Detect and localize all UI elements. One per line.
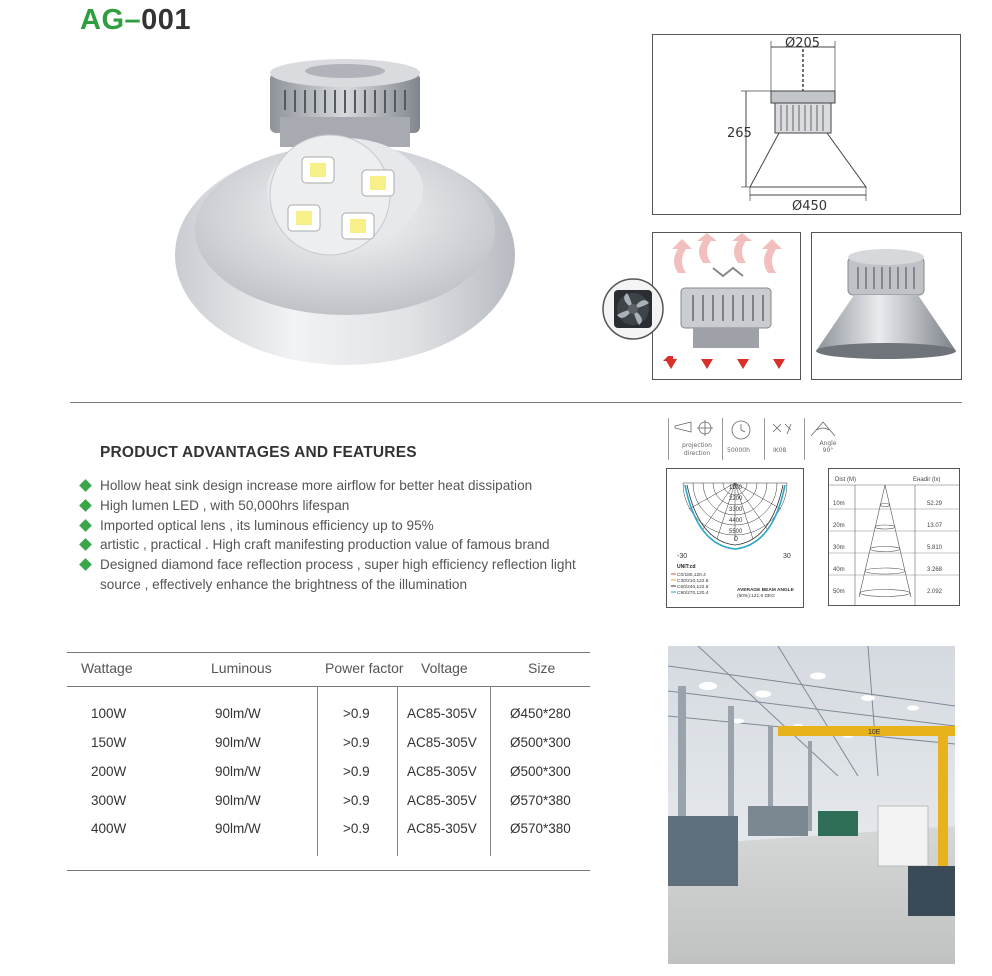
- lifespan-cell: [722, 418, 761, 460]
- column-divider: [397, 686, 398, 856]
- heat-flow-diagram: [653, 233, 800, 379]
- table-cell: Ø500*300: [510, 764, 571, 779]
- top-diameter-label: Ø205: [785, 36, 821, 51]
- beam-angle-note: AVERAGE BEAM ANGLE: [737, 588, 794, 593]
- table-cell: AC85-305V: [407, 764, 477, 779]
- model-prefix: AG: [80, 4, 125, 36]
- ring-label: 4400: [729, 518, 743, 524]
- lux-value: 5.810: [927, 545, 943, 551]
- ring-label: 1100: [729, 485, 742, 491]
- height-label: 265: [727, 126, 752, 141]
- table-cell: Ø500*300: [510, 735, 571, 750]
- table-cell: >0.9: [343, 793, 370, 808]
- beam-angle-icon: [805, 418, 845, 442]
- lux-value: 2.092: [927, 589, 943, 595]
- lifespan-label: 50000h: [727, 447, 750, 454]
- model-number: 001: [141, 4, 192, 36]
- diamond-bullet-icon: [79, 479, 92, 492]
- polar-chart-svg: [667, 469, 803, 607]
- unit-label: UNIT:cd: [677, 564, 696, 570]
- projection-direction-label: projection direction: [682, 442, 712, 457]
- table-cell: Ø570*380: [510, 821, 571, 836]
- table-cell: 200W: [91, 764, 127, 779]
- bottom-diameter-label: Ø450: [792, 199, 828, 214]
- lux-dist: 40m: [833, 567, 845, 573]
- table-cell: AC85-305V: [407, 706, 477, 721]
- ik-rating-cell: [764, 418, 799, 460]
- angle-label: 0: [734, 536, 738, 543]
- lux-value: 52.29: [927, 501, 943, 507]
- feature-item: [80, 476, 600, 496]
- table-cell: AC85-305V: [407, 735, 477, 750]
- spec-icons-row: [668, 418, 848, 458]
- feature-text: Hollow heat sink design increase more airflow for better heat dissipation: [100, 478, 533, 493]
- table-cell: >0.9: [343, 821, 370, 836]
- lux-dist: 30m: [833, 545, 845, 551]
- lifespan-clock-icon: [723, 418, 761, 442]
- lux-dist: 10m: [833, 501, 845, 507]
- table-cell: Ø570*380: [510, 793, 571, 808]
- feature-item: [80, 516, 600, 536]
- table-cell: 90lm/W: [215, 793, 261, 808]
- beam-angle-value: (50%):121.6 DEG: [737, 594, 775, 599]
- table-cell: 400W: [91, 821, 127, 836]
- table-cell: >0.9: [343, 706, 370, 721]
- table-cell: >0.9: [343, 764, 370, 779]
- feature-item: [80, 496, 600, 516]
- crane-sign-label: 10E: [868, 729, 881, 736]
- lux-value: 3.268: [927, 567, 943, 573]
- table-top-rule: [67, 652, 590, 653]
- column-divider: [317, 686, 318, 856]
- feature-item: [80, 535, 600, 555]
- table-cell: Ø450*280: [510, 706, 571, 721]
- lux-dist: 50m: [833, 589, 845, 595]
- projection-direction-cell: [668, 418, 721, 460]
- table-cell: 150W: [91, 735, 127, 750]
- feature-item: [80, 555, 600, 595]
- lux-header-lux: Eнadir (lx): [913, 477, 941, 483]
- table-cell: 90lm/W: [215, 706, 261, 721]
- lamp-side-illustration: [812, 233, 961, 379]
- dimension-diagram: [653, 35, 960, 214]
- diamond-bullet-icon: [79, 499, 92, 512]
- heat-dissipation-image: [652, 232, 801, 380]
- table-cell: 90lm/W: [215, 821, 261, 836]
- legend-entry: C0/180,120.4: [677, 573, 706, 578]
- features-title: PRODUCT ADVANTAGES AND FEATURES: [100, 444, 417, 461]
- header-wattage: Wattage: [81, 660, 133, 676]
- table-cell: AC85-305V: [407, 821, 477, 836]
- header-size: Size: [528, 660, 556, 676]
- illuminance-diagram: [829, 469, 959, 605]
- ring-label: 2200: [729, 496, 743, 502]
- lux-header-dist: Dist (M): [835, 477, 856, 483]
- features-list: [80, 476, 600, 595]
- warehouse-photo: [668, 646, 955, 964]
- legend-entry: C30/210,122.6: [677, 579, 709, 584]
- beam-angle-cell: [804, 418, 845, 460]
- section-divider: [70, 402, 962, 403]
- table-bottom-rule: [67, 870, 590, 871]
- table-cell: 90lm/W: [215, 764, 261, 779]
- ring-label: 3300: [729, 507, 743, 513]
- model-dash: –: [124, 4, 142, 36]
- angle-label: -30: [677, 553, 688, 560]
- table-cell: 90lm/W: [215, 735, 261, 750]
- ik-rating-icon: [765, 418, 799, 442]
- high-bay-lamp-image: [170, 55, 520, 370]
- angle-label: 30: [783, 553, 791, 560]
- dimension-drawing: [652, 34, 961, 215]
- beam-angle-label: Angle 90°: [819, 440, 837, 454]
- table-header-rule: [67, 686, 590, 687]
- illuminance-table: [828, 468, 960, 606]
- table-cell: 100W: [91, 706, 127, 721]
- table-cell: 300W: [91, 793, 127, 808]
- diamond-bullet-icon: [79, 519, 92, 532]
- legend-entry: C60/240,122.8: [677, 585, 709, 590]
- header-voltage: Voltage: [421, 660, 468, 676]
- header-power-factor: Power factor: [325, 660, 404, 676]
- diamond-bullet-icon: [79, 539, 92, 552]
- cooling-fan-icon: [602, 278, 664, 340]
- feature-text: High lumen LED , with 50,000hrs lifespan: [100, 497, 350, 513]
- lux-value: 13.07: [927, 523, 943, 529]
- model-title: [80, 4, 191, 37]
- lux-dist: 20m: [833, 523, 845, 529]
- polar-distribution-chart: [666, 468, 804, 608]
- lamp-side-view-image: [811, 232, 962, 380]
- feature-text: artistic , practical . High craft manifesting production value of famous brand: [100, 537, 550, 553]
- diamond-bullet-icon: [79, 558, 92, 571]
- table-cell: >0.9: [343, 735, 370, 750]
- feature-text: Imported optical lens , its luminous efficiency up to 95%: [100, 517, 434, 533]
- feature-text: Designed diamond face reflection process , super high efficiency reflection light source , effectively enhance the brightness of the illumination: [100, 557, 576, 592]
- header-luminous: Luminous: [211, 660, 272, 676]
- ik-rating-label: IK08: [773, 447, 787, 454]
- projection-direction-icon: [669, 418, 721, 440]
- table-cell: AC85-305V: [407, 793, 477, 808]
- legend-entry: C90/270,120.4: [677, 591, 709, 596]
- ring-label: 5500: [729, 529, 743, 535]
- column-divider: [490, 686, 491, 856]
